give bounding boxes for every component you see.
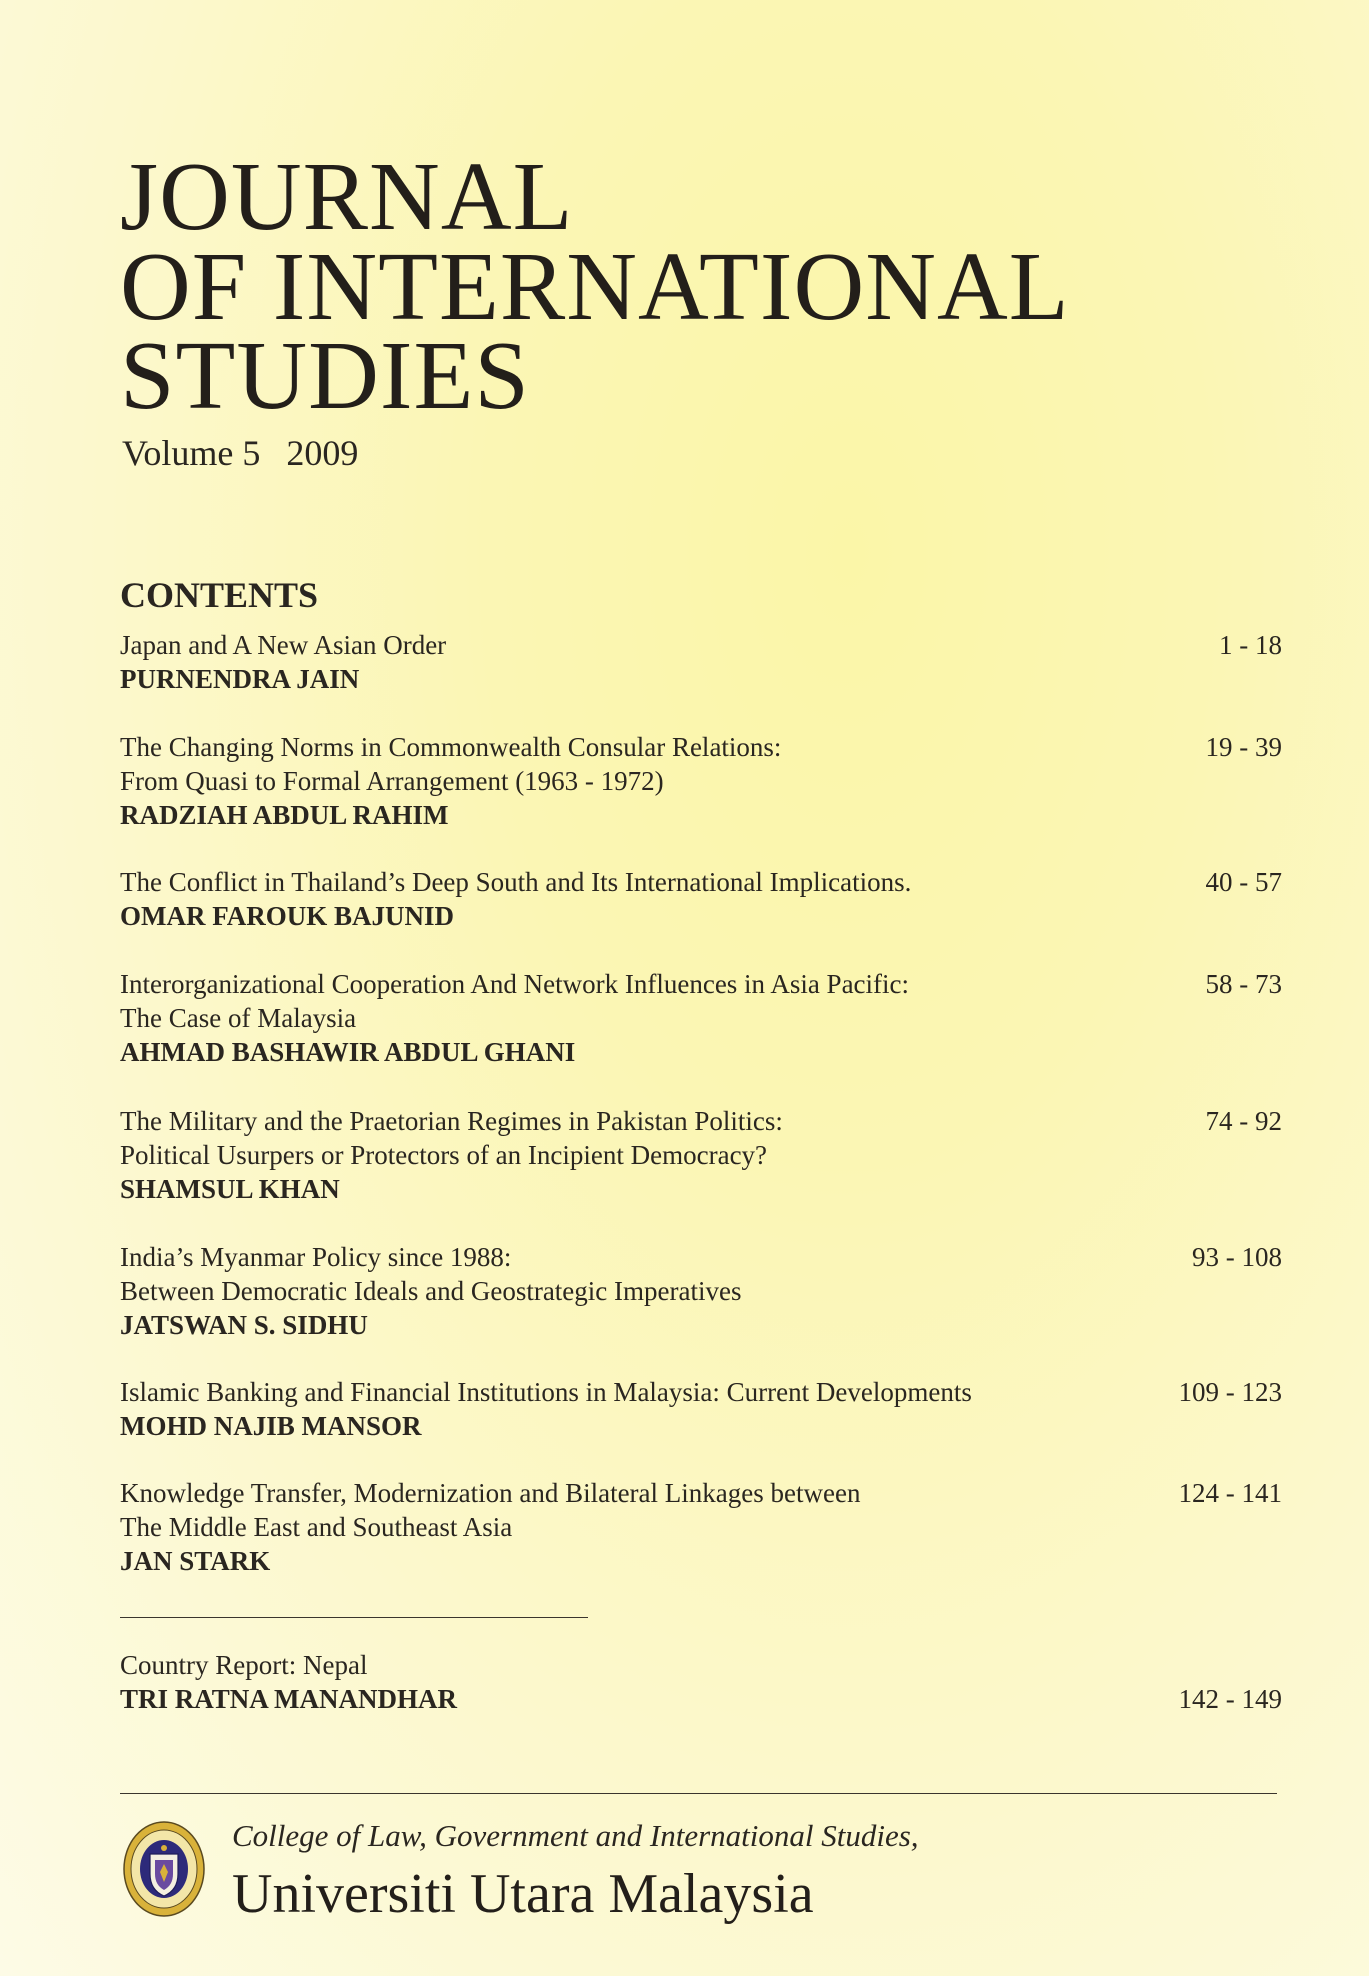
journal-title-line-2: OF INTERNATIONAL — [120, 233, 1070, 341]
toc-entry-author: SHAMSUL KHAN — [120, 1174, 340, 1204]
volume-number: Volume 5 — [122, 433, 261, 473]
toc-entry-pages: 93 - 108 — [1192, 1242, 1282, 1272]
college-name: College of Law, Government and International Studies, — [232, 1818, 919, 1853]
toc-entry-title: Islamic Banking and Financial Institutions in Malaysia: Current Developments — [120, 1377, 972, 1407]
toc-entry-title: The Changing Norms in Commonwealth Consular Relations: — [120, 732, 782, 762]
toc-entry-4 — [120, 967, 1282, 1069]
toc-entry-pages: 1 - 18 — [1219, 630, 1282, 660]
toc-entry-subtitle: The Middle East and Southeast Asia — [120, 1512, 513, 1542]
country-report-author: TRI RATNA MANANDHAR — [120, 1684, 457, 1714]
toc-entry-pages: 109 - 123 — [1178, 1377, 1282, 1407]
toc-entry-subtitle: The Case of Malaysia — [120, 1003, 357, 1033]
university-crest-icon — [122, 1820, 206, 1918]
toc-entry-title: India’s Myanmar Policy since 1988: — [120, 1242, 512, 1272]
toc-entry-7 — [120, 1375, 1282, 1443]
toc-entry-author: PURNENDRA JAIN — [120, 664, 360, 694]
toc-entry-title: Interorganizational Cooperation And Network Influences in Asia Pacific: — [120, 969, 910, 999]
toc-entry-subtitle: Between Democratic Ideals and Geostrategic Imperatives — [120, 1276, 742, 1306]
journal-title-line-3: STUDIES — [120, 322, 530, 430]
toc-entry-title: The Conflict in Thailand’s Deep South and Its International Implications. — [120, 867, 912, 897]
toc-entry-author: AHMAD BASHAWIR ABDUL GHANI — [120, 1037, 576, 1067]
toc-entry-subtitle: Political Usurpers or Protectors of an Incipient Democracy? — [120, 1140, 768, 1170]
journal-title-line-1: JOURNAL — [120, 143, 574, 251]
toc-entry-pages: 40 - 57 — [1205, 867, 1282, 897]
toc-entry-author: JAN STARK — [120, 1546, 271, 1576]
toc-entry-author: OMAR FAROUK BAJUNID — [120, 901, 454, 931]
toc-entry-title: Japan and A New Asian Order — [120, 630, 447, 660]
country-report-title: Country Report: Nepal — [120, 1650, 368, 1680]
toc-entry-5 — [120, 1104, 1282, 1206]
toc-entry-title: Knowledge Transfer, Modernization and Bilateral Linkages between — [120, 1478, 861, 1508]
toc-entry-1 — [120, 628, 1282, 696]
toc-entry-8 — [120, 1476, 1282, 1578]
toc-entry-pages: 74 - 92 — [1205, 1106, 1282, 1136]
toc-entry-subtitle: From Quasi to Formal Arrangement (1963 - 1972) — [120, 766, 664, 796]
university-name: Universiti Utara Malaysia — [232, 1863, 814, 1925]
section-divider — [120, 1617, 588, 1618]
toc-entry-title: The Military and the Praetorian Regimes in Pakistan Politics: — [120, 1106, 783, 1136]
contents-heading: CONTENTS — [120, 575, 319, 615]
toc-entry-pages: 19 - 39 — [1205, 732, 1282, 762]
toc-entry-pages: 58 - 73 — [1205, 969, 1282, 999]
toc-entry-3 — [120, 865, 1282, 933]
volume-info — [122, 432, 384, 474]
country-report-entry — [120, 1648, 1282, 1716]
country-report-pages: 142 - 149 — [1178, 1684, 1282, 1714]
toc-entry-2 — [120, 730, 1282, 832]
toc-entry-author: RADZIAH ABDUL RAHIM — [120, 800, 449, 830]
footer-divider — [120, 1793, 1277, 1794]
toc-entry-author: MOHD NAJIB MANSOR — [120, 1411, 422, 1441]
toc-entry-6 — [120, 1240, 1282, 1342]
toc-entry-pages: 124 - 141 — [1178, 1478, 1282, 1508]
toc-entry-author: JATSWAN S. SIDHU — [120, 1310, 368, 1340]
volume-year: 2009 — [286, 433, 359, 473]
